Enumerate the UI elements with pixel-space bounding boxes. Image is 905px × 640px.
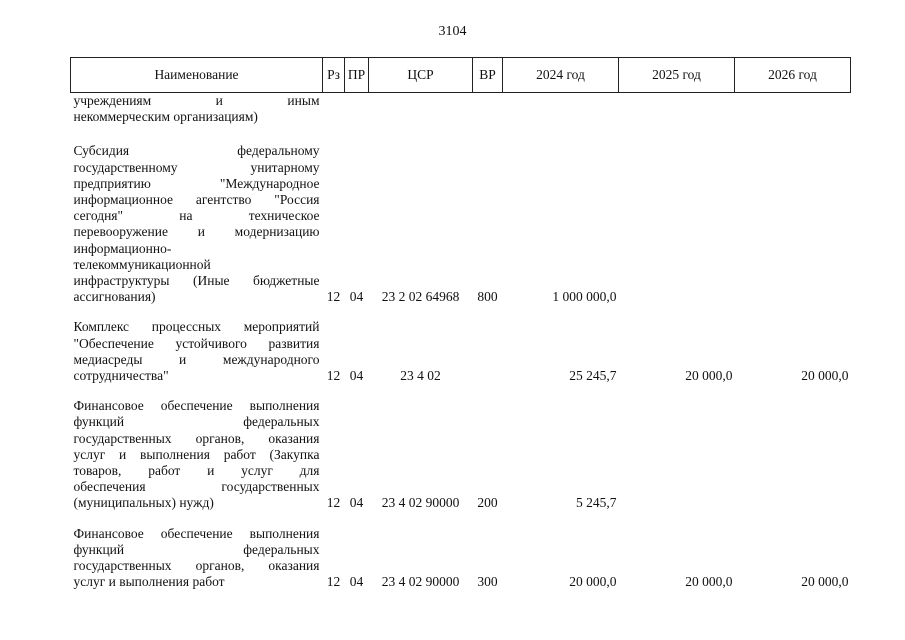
row-name-line: государственных органов, оказания [73, 558, 320, 574]
row-name-line: обеспечения государственных [73, 479, 320, 495]
row-name-line: некоммерческим организациям) [73, 109, 258, 125]
header-2026: 2026 год [735, 58, 851, 93]
row-csr: 23 4 02 90000 [381, 574, 460, 590]
row-name-line: учреждениям и иным [73, 93, 320, 108]
row-name-line: сегодня" на техническое [73, 208, 320, 224]
row-name [71, 93, 323, 144]
row-name-line: инфраструктуры (Иные бюджетные [73, 273, 320, 289]
row-rz [323, 93, 345, 144]
table-row [71, 319, 851, 398]
row-rz: 12 [326, 574, 341, 590]
row-rz: 12 [326, 368, 341, 384]
header-pr: ПР [345, 58, 369, 93]
row-vr [473, 93, 503, 144]
row-name-line: Субсидия федеральному [73, 143, 320, 159]
row-y2025 [619, 143, 735, 319]
header-2024: 2024 год [503, 58, 619, 93]
row-y2024: 25 245,7 [569, 368, 617, 384]
table-row [71, 398, 851, 525]
row-rz: 12 [326, 495, 341, 511]
row-y2026 [735, 93, 851, 144]
row-name-line: государственных органов, оказания [73, 430, 320, 446]
row-vr: 200 [477, 495, 498, 511]
row-name [71, 398, 323, 525]
row-y2024: 20 000,0 [569, 574, 617, 590]
header-rz: Рз [323, 58, 345, 93]
table-body [71, 93, 851, 591]
row-name-line: функций федеральных [73, 414, 320, 430]
row-name-line: (муниципальных) нужд) [73, 495, 214, 511]
row-y2025 [619, 398, 735, 525]
row-name-line: сотрудничества" [73, 368, 169, 384]
row-name-line: телекоммуникационной [73, 256, 211, 272]
row-name-line: услуг и выполнения работ [73, 574, 225, 590]
table-header-row [71, 58, 851, 93]
row-y2026: 20 000,0 [801, 368, 849, 384]
header-name: Наименование [71, 58, 323, 93]
row-vr: 300 [477, 574, 498, 590]
row-name-line: услуг и выполнения работ (Закупка [73, 446, 320, 462]
row-name-line: информационное агентство "Россия [73, 192, 320, 208]
row-y2026: 20 000,0 [801, 574, 849, 590]
row-csr: 23 2 02 64968 [381, 289, 460, 305]
row-pr: 04 [349, 368, 364, 384]
table-row [71, 526, 851, 591]
header-vr: ВР [473, 58, 503, 93]
row-csr: 23 4 02 [400, 368, 441, 384]
table-row [71, 93, 851, 144]
row-name-line: функций федеральных [73, 541, 320, 557]
header-csr: ЦСР [369, 58, 473, 93]
row-y2024 [503, 93, 619, 144]
row-pr: 04 [349, 289, 364, 305]
row-name [71, 143, 323, 319]
row-y2026 [735, 143, 851, 319]
row-y2025 [619, 93, 735, 144]
row-pr [345, 93, 369, 144]
row-csr [369, 93, 473, 144]
row-vr [473, 319, 503, 398]
row-vr: 800 [477, 289, 498, 305]
row-y2024: 1 000 000,0 [552, 289, 617, 305]
row-name-line: предприятию "Международное [73, 175, 320, 191]
row-name-line: перевооружение и модернизацию [73, 224, 320, 240]
row-name-line: Комплекс процессных мероприятий [73, 319, 320, 335]
row-name [71, 526, 323, 591]
row-name-line: "Обеспечение устойчивого развития [73, 335, 320, 351]
page-number: 3104 [438, 24, 467, 39]
budget-table [70, 57, 851, 590]
row-pr: 04 [349, 495, 364, 511]
row-y2024: 5 245,7 [576, 495, 617, 511]
row-y2026 [735, 398, 851, 525]
row-name-line: товаров, работ и услуг для [73, 463, 320, 479]
table-row [71, 143, 851, 319]
row-name-line: Финансовое обеспечение выполнения [73, 525, 320, 541]
row-name-line: государственному унитарному [73, 159, 320, 175]
row-name-line: Финансовое обеспечение выполнения [73, 398, 320, 414]
row-name-line: ассигнования) [73, 289, 156, 305]
header-2025: 2025 год [619, 58, 735, 93]
row-name-line: медиасреды и международного [73, 351, 320, 367]
row-pr: 04 [349, 574, 364, 590]
row-y2025: 20 000,0 [685, 574, 733, 590]
row-rz: 12 [326, 289, 341, 305]
row-csr: 23 4 02 90000 [381, 495, 460, 511]
row-y2025: 20 000,0 [685, 368, 733, 384]
row-name [71, 319, 323, 398]
row-name-line: информационно- [73, 240, 172, 256]
